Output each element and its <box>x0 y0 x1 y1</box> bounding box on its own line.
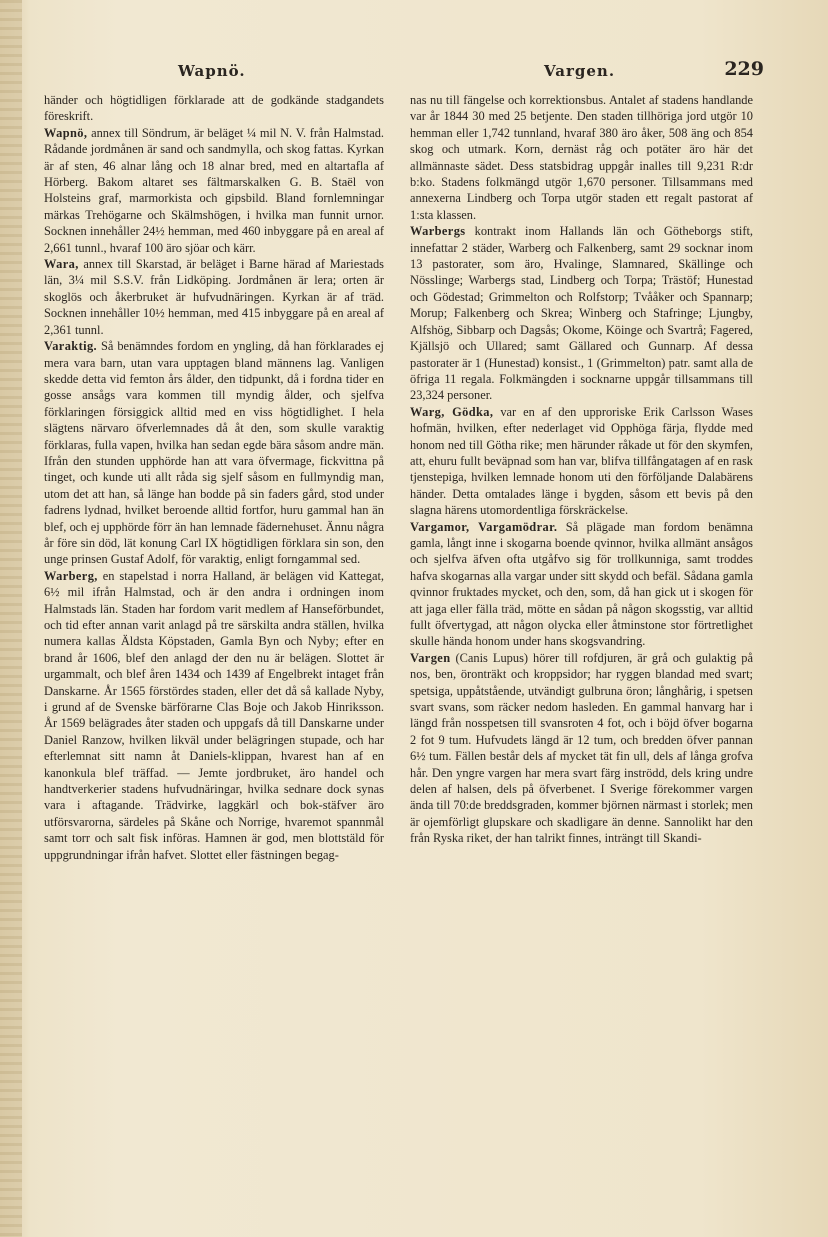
entry <box>44 568 384 863</box>
page-number: 229 <box>724 58 764 80</box>
headword: Varaktig. <box>44 339 98 354</box>
headword: Vargen <box>410 650 451 665</box>
entry <box>44 92 384 125</box>
binding-gutter <box>0 0 22 1237</box>
right-column <box>410 92 753 847</box>
headword: Wara, <box>44 257 79 272</box>
entry-text: händer och högtidligen förklarade att de godkände stadgandets föreskrift. <box>44 93 384 124</box>
entry <box>410 223 753 403</box>
entry-text: annex till Söndrum, är beläget ¼ mil N. V. från Halmstad. Rådande jordmånen är sand och sandmylla, och skog fattas. Kyrkan är af sten, 46 alnar lång och 18 alnar bred, med en altartafla af Hörberg. Bakom altaret ses fältmarskalken G. B. Staël von Holsteins graf, marmorkista och gipsbild. Bland fornlemningar märkas Trehögarne och Skälmshögen, i hvilka man funnit urnor. Socknen innehåller 24½ hemman, med 460 inbyggare på en areal af 2,661 tunnl., hvaraf 100 äro sjöar och kärr. <box>44 125 384 255</box>
headword: Vargamor, Vargamödrar. <box>410 519 558 534</box>
entry <box>44 256 384 338</box>
entry-text: en stapelstad i norra Halland, är belägen vid Kattegat, 6½ mil ifrån Halmstad, och är den andra i ordningen inom Halmstads län. Staden har fordom varit medlem af Hanseförbundet, och tid efter annan varit anlagd på tre särskilta andra ställen, hvilka numera kallas Äldsta Köpstaden, Gamla Byn och Nyby; efter en brand år 1606, blef den anlagd der den nu är belägen. Slottet är urgammalt, och blef åren 1434 och 1439 af Engelbrekt intaget från Danskarne. År 1565 förstördes staden, eller det då så kallade Nyby, i grund af de Svenske bärförarne Clas Boje och Jakob Hinriksson. År 1569 belägrades åter staden och uppgafs då till Danskarne under Daniel Ranzow, hvilken likväl under belägringen stupade, och har efterlemnat sitt namn åt Daniels-klippan, hvarest han af en kanonkula blef träffad. — Jemte jordbruket, äro handel och handtverkerier stadens hufvudnäringar, hvilka sednare dock synas vara i aftagande. Trädvirke, laggkärl och bok-stäfver äro utförsvarorna, särdeles på Skåne och Norrige, hvaremot spannmål samt torr och salt fisk införas. Hamnen är god, men blottstäld för uppgrundningar ifrån hafvet. Slottet eller fästningen begag- <box>44 568 384 862</box>
entry-text: kontrakt inom Hallands län och Götheborgs stift, innefattar 2 städer, Warberg och Falkenberg, samt 29 socknar inom 13 pastorater, som äro, Hvalinge, Slamnared, Skällinge och Nösslinge; Warbergs stad, Lindberg och Torpa; Trästöf; Hunestad och Gödestad; Grimmelton och Rolfstorp; Tvååker och Spannarp; Morup; Falkenberg och Skrea; Winberg och Stafringe; Ljungby, Alfshög, Sibbarp och Dagsås; Okome, Köinge och Svartrå; Fagered, Kjällsjö och Ullared; samt Gällared och Gunnarp. Af dessa pastorater är 1 (Hunestad) konsist., 1 (Grimmelton) patr. samt alla de öfriga 11 regala. Folkmängden i socknarne uppgår tillsammans till 23,324 personer. <box>410 224 753 403</box>
headword: Warg, Gödka, <box>410 404 494 419</box>
entry <box>44 125 384 256</box>
headword: Warbergs <box>410 224 466 239</box>
header-right-word: Vargen. <box>544 62 616 80</box>
header-left-word: Wapnö. <box>178 62 246 80</box>
headword: Warberg, <box>44 568 98 583</box>
entry-text: var en af den upproriske Erik Carlsson Wases hofmän, hvilken, efter nederlaget vid Opphöga färja, flydde med honom ned till Götha rike; men härunder råkade ut för den skymfen, att, ehuru fullt beväpnad som han var, blifva tillfångatagen af en rask tjenstepiga, hvilken lemnade honom uti den förföljande Dalabärens händer. Detta omtalades länge i bygden, såsom ett bevis på den slagna härens utomordentliga förskräckelse. <box>410 404 753 518</box>
entry-text: Så benämndes fordom en yngling, då han förklarades ej mera vara barn, utan vara upptagen bland männens lag. Vanligen skedde detta vid femton års ålder, den tidpunkt, då i fordna tider en gosse ansågs vara kommen till myndig ålder, och sjelfva förklaringen försiggick alltid med en viss högtidlighet. I hela slägtens närvaro öfverlemnades då åt den, som skulle varaktig förklaras, fulla vapen, hvilka han sedan egde bära såsom andre män. Ifrån den stunden upphörde han att vara öfvermage, fickvittna på tinget, och kunde uti allt råda sig sjelf såsom en fullmyndig man, utom det att han, så länge han bodde på sin faders gård, stod under fadrens lydnad, hvilket beroende alltid fortfor, huru gammal han än blef, och ej upphörde förr än han lemnade fädernehuset. Ännu några år före sin död, lät konung Carl IX högtidligen förklara sin son, den unge prinsen Gustaf Adolf, för varaktig, enligt forngammal sed. <box>44 339 384 567</box>
entry-text: nas nu till fängelse och korrektionsbus. Antalet af stadens handlande var år 1844 30 med 25 betjente. Den staden tillhöriga jord utgör 10 hemman eller 1,742 tunnland, hvaraf 380 äro åker, 508 äng och 854 skog och utmark. Korn, dernäst råg och potäter äro här det allmännaste sädet. Dess statsbidrag uppgår inalles till 9,231 R:dr b:ko. Stadens folkmängd utgör 1,670 personer. Tillsammans med annexerna Lindberg och Torpa utgör staden ett regalt pastorat af 1:sta klassen. <box>410 93 753 222</box>
entry <box>410 404 753 519</box>
running-header <box>46 58 764 84</box>
entry-text: annex till Skarstad, är beläget i Barne härad af Mariestads län, 3¼ mil S.S.V. från Lidköping. Jordmånen är lera; orten är skoglös och åkerbruket är hufvudnäringen. Kyrkan är af träd. Socknen innehåller 10½ hemman, med 415 inbyggare på en areal af 2,361 tunnl. <box>44 257 384 337</box>
entry <box>410 519 753 650</box>
entry <box>44 338 384 568</box>
entry-text: Så plägade man fordom benämna gamla, långt inne i skogarna boende qvinnor, hvilka allmänt ansågos och sjelfva äfven ofta utgåfvo sig för trollkunniga, samt troddes hafva skogarnas alla vargar under sitt skydd och befäl. Sådana gamla qvinnor fruktades mycket, och den, som, då han gick ut i skogen för att jaga eller fälla träd, mötte en sådan på någon skogsstig, var alltid fullt öfvertygad, att någon olycka eller åtminstone stor förtretlighet skulle hända honom under hans skogsvandring. <box>410 519 753 649</box>
headword: Wapnö, <box>44 125 88 140</box>
entry <box>410 650 753 847</box>
entry <box>410 92 753 223</box>
entry-text: (Canis Lupus) hörer till rofdjuren, är grå och gulaktig på nos, ben, öronträkt och kroppsidor; har ryggen blandad med svart; spetsiga, uppåtstående, utvändigt gulbruna öron; långhårig, i spetsen svart svans, som räcker nedom hasleden. En gammal hanvarg har i längd från nosspetsen till svansroten 4 fot, och i böjd öfver bogarna 2 fot 9 tum. Hufvudets längd är 12 tum, och bredden öfver pannan 6½ tum. Fällen består dels af mycket tät fin ull, dels af långa grofva hår. Den yngre vargen har mera svart färg inströdd, dels kring undre delen af halsen, dels på öfverbenet. I Sverige förekommer vargen ända till 70:de breddsgraden, kommer björnen närmast i storlek; men är ojemförligt glupskare och skadligare än denne. Sannolikt har den från Ryska riket, der han talrikt finnes, inträngt till Skandi- <box>410 650 753 846</box>
left-column <box>44 92 384 863</box>
